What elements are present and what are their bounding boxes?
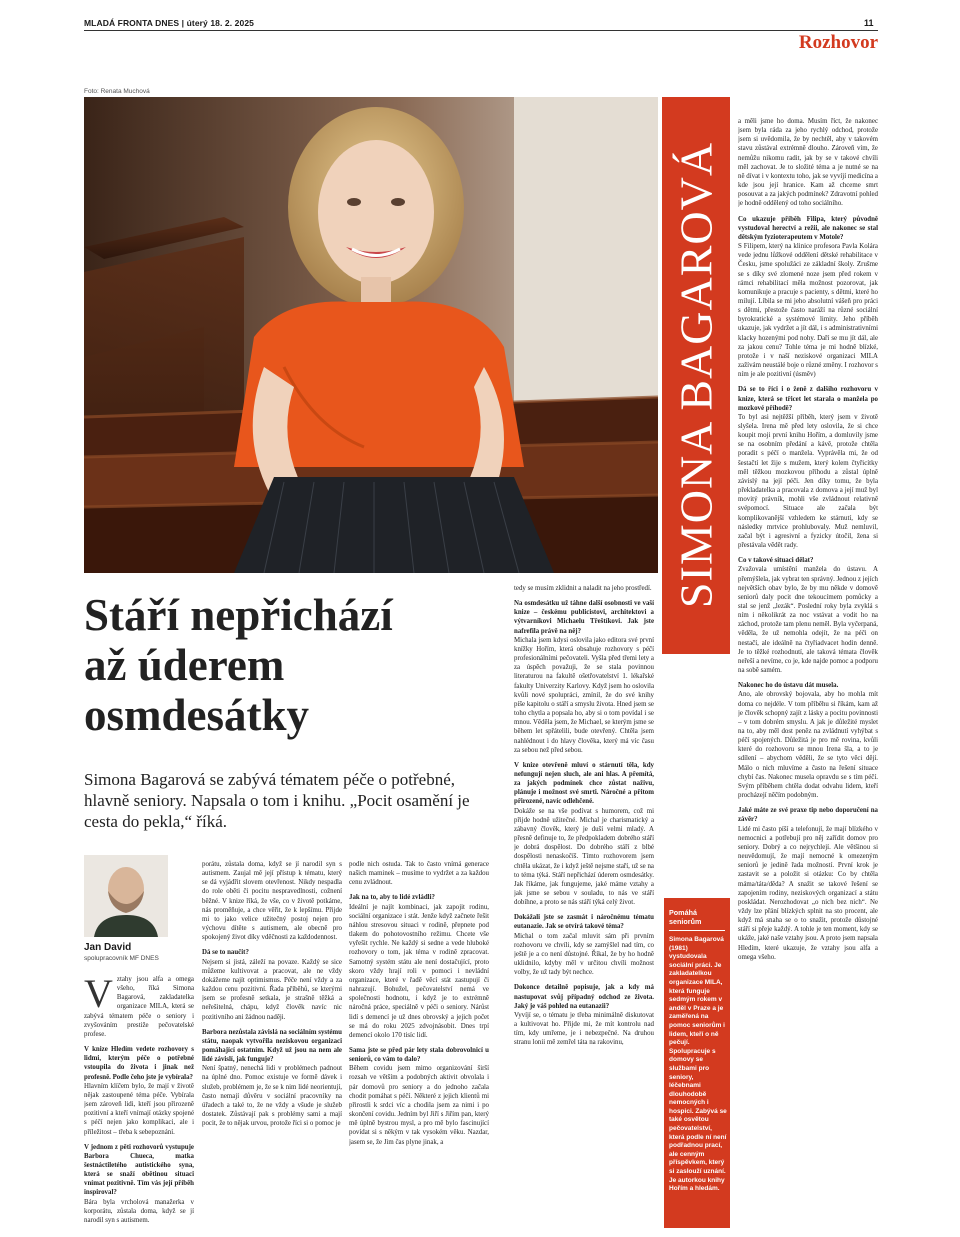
interview-answer xyxy=(738,565,878,675)
section-label: Rozhovor xyxy=(798,32,878,53)
interview-question xyxy=(84,1045,194,1082)
paragraph-text: Lidé mi často píší a telefonují, že mají blízkého v nemocnici a potřebují pro něj zařídit domov pro seniory. Dobrý a co nejrychlejí. Ale většinou si neuvědomují, že mají nemocné k omezeným seniorů je jedině řada možností. První krok je zastavit se a položit si otázku: Co by chtěla máma/táta/děda? A snažit se takové řešení se zapojením rodiny, neziskových organizací a státu poskládat. Nerozhodovat „o nich bez nich“. Ne vždy lze přání blízkých splnit na sto procent, ale když má snaha se o to snažit, protože důstojné stáří si přeje každý. A tohle je ten moment, kdy se ukáže, jaké naše vztahy jsou. A proto jsem napsala Hledím, které ukazuje, že vztahy jsou alfa a omega všeho. xyxy=(738,825,878,961)
paragraph-text: Dá se to říci i o ženě z dalšího rozhovoru v knize, která se třicet let starala o manžela po mozkové příhodě? xyxy=(738,386,878,412)
paragraph-text: Co ukazuje příběh Filipa, který původně vystudoval herectví a režii, ale nakonec se stal dětským fyzioterapeutem v Motole? xyxy=(738,215,878,241)
paragraph-text: Dokáže se na vše podívat s humorem, což mi přijde hodně užitečné. Michal je charismatický a zábavný člověk, který je duší velmi mladý. A přesně definuje to, že předpokladem dobrého stáří je dobrá dospělost. Do dobrého stáří z blbé dospělosti nenaskočíš. Tímto rozhovorem jsem chtěla ukázat, že i když ještě nejsme staří, už se na to téma týká. Stáří nepřichází úderem osmdesátky. Jak říkáme, jak fungujeme, jaké máme vztahy a jak jsme se sebou v souladu, to nás ve stáří dobíhne, a proto se nás stáří týká celý život. xyxy=(514,807,654,907)
paragraph-text: a měli jsme ho doma. Musím říct, že nakonec jsem byla ráda za jeho rychlý odchod, protože jsem si uvědomila, že by nechtěl, aby v takovém stavu zůstával extrémně dlouho. Zároveň vím, že nemůžu nikomu radit, jak by se v takové chvíli měl zachovat. Je to složité téma a je nutné se na ně dívat i v kontextu toho, jak se vyvíjí medicína a kde jsou její hranice. Kam až chceme smrt posouvat a za jakých podmínek? Zdravotní pohled je hodně oddělený od toho sociálního. xyxy=(738,118,878,208)
paragraph-text: Nakonec ho do ústavu dát musela. xyxy=(738,682,839,690)
paragraph-text: Dá se to naučit? xyxy=(202,949,249,957)
interview-question xyxy=(738,215,878,242)
paragraph-text: Barbora nezůstala závislá na sociálním systému státu, naopak vytvořila neziskovou organizaci pomáhající ostatním. Když už jsou na nem ale lidé závislí, jak funguje? xyxy=(202,1028,342,1064)
column-1 xyxy=(84,975,194,1230)
interview-question xyxy=(349,893,489,902)
paragraph-text: Jak na to, aby to lidé zvládli? xyxy=(349,894,435,902)
paragraph-text: Na osmdesátku už táhne další osobnosti ve vaší knize – českému publicistovi, architektovi a výtvarníkovi Michaelu Třeštíkovi. Jak jste nafrefila právě na něj? xyxy=(514,600,654,635)
paragraph-text: porátu, zůstala doma, když se jí narodil syn s autismem. Zaujal mě její přístup k tématu, který se dá vyjádřit slovem otevřenost. Nikdy nespadla do role oběti či pocitu nespravedlnosti, cožnení běžné. V knize říká, že vše, co v životě potkáme, nás proměňuje, a chce věřit, že k lepšímu. Přijde mi to jako velice užitečný postoj nejen pro výchovu dítěte s autismem, ale obecně pro spokojený život díky vděčnosti za každodennost. xyxy=(202,861,342,942)
paragraph-text: Jaké máte ze své praxe tip nebo doporučení na závěr? xyxy=(738,807,878,824)
paragraph-text: S Filipem, který na klinice profesora Pavla Kolára vede jednu lůžkové oddělení dětské rehabilitace v Česku, jsme spolužáci ze základní školy. Zrušme se s díky své zlomené noze jsem před rokem v rámci rehabilitací měla možnost pozorovat, jak komunikuje a pracuje s pacienty, s dětmi, které ho milují. Líbila se mi jeho absolutní vášeň pro práci s dětmi, přestože často naráží na různé sociální byrokratické a systémové limity. Jeho příběh ukazuje, jak vydržet a jít dál, i s administrativními klacky hozenými pod nohy. Daří se mu jít dál, ale za jakou cenu? Tohle téma je mi hodně blízké, protože i v naší neziskové organizaci MILA zažívám neustálé boje o různé změny. I rozhovor s ním je ale pozitivní (úsměv) xyxy=(738,243,878,379)
header-rule xyxy=(84,30,878,31)
interview-answer xyxy=(514,636,654,755)
drop-cap: V xyxy=(84,975,113,1016)
sidebar-rule xyxy=(669,930,725,931)
interview-question xyxy=(514,761,654,807)
headline xyxy=(84,590,514,740)
interview-question xyxy=(738,681,878,690)
face xyxy=(318,140,434,284)
interview-question xyxy=(738,385,878,412)
paragraph-text: tedy se musím zklidnit a naladit na jeho prostředí. xyxy=(514,585,652,592)
paragraph-text: Vyvíjí se, o tématu je třeba minimálně diskutovat a kultivovat ho. Přijde mi, že mít kontrolu nad tím, kdy umřeme, je i nebezpečné. Na druhou stranu lonii mě zemřel táta na rakovinu, xyxy=(514,1011,654,1047)
paragraph-text: V jednom z pěti rozhovorů vystupuje Barbora Chueca, matka šestnáctiletého autistického syna, která se snaží obětinou situaci vnímat pozitivně. Tím vás její příběh inspiroval? xyxy=(84,1143,194,1197)
sidebar-body: Simona Bagarová (1981) vystudovala sociální práci. Je zakladatelkou organizace MILA, která funguje sedmým rokem v anděl v Praze a je zaměřená na pomoc seniorům i lidem, kteří o ně pečují. Spolupracuje s domovy se službami pro seniory, léčebnami dlouhodobě nemocných i hospici. Zabývá se také osvětou pečovatelství, která podle ní není podřadnou prací, ale cenným příspěvkem, který si zaslouží uznání. Je autorkou knihy Hořím a hledám. xyxy=(669,936,727,1193)
paragraph-text: Není špatný, nenechá lidi v problémech padnout na úplné dno. Pomoc existuje ve formě dávek i služeb, problémem je, že se k nim lidé neorientují, často nemají důvěru v sociální pracovníky na úřadech a také to, že ne vždy a všude je služeb dostatek. Zůstávají pak s problémy sami a mají pocit, že to nějak urvou, protože říci si o pomoc je xyxy=(202,1065,342,1128)
paragraph-text: Michal o tom začal mluvit sám při prvním rozhovoru ve chvíli, kdy se zamýšlel nad tím, co ještě je a co není důstojné. Říkal, že by ho hodně uklidnilo, kdyby měl v určitou chvíli možnost volby, že už tady být nechce. xyxy=(514,932,654,977)
interview-answer xyxy=(202,1064,342,1128)
interviewee-name: SIMONA BAGAROVÁ xyxy=(670,141,722,609)
interview-answer xyxy=(202,958,342,1022)
interview-question xyxy=(738,806,878,824)
column-4 xyxy=(514,584,654,1230)
interview-answer xyxy=(84,1198,194,1225)
interview-answer xyxy=(738,825,878,962)
interview-answer xyxy=(514,932,654,978)
portrait-illustration xyxy=(84,97,658,573)
column-2 xyxy=(202,860,342,1230)
interview-answer xyxy=(84,975,194,1039)
paragraph-text: Dokážali jste se zasmát i náročnému tématu eutanazie. Jak se otvírá takové téma? xyxy=(514,914,654,931)
paragraph-text: podle nich ostuda. Tak to často vnímá generace našich maminek – musíme to vydržet a za každou cenu zvládnout. xyxy=(349,861,489,887)
paragraph-text: Bára byla vrcholová manažerka v korporátu, zůstala doma, když se jí narodil syn s autismem. xyxy=(84,1198,194,1224)
main-photo xyxy=(84,97,658,573)
name-band xyxy=(662,97,730,654)
paragraph-text: Hlavním klíčem bylo, že mají v životě nějak zastoupené téma péče. Vybírala jsem zároveň lidi, kteří jsou přirozeně pozitivní a kteří vnímají otázky spojené s péčí nejen jako komplikaci, ale i příležitost – třeba k sebepoznání. xyxy=(84,1082,194,1136)
lead-paragraph: Simona Bagarová se zabývá tématem péče o potřebné, hlavně seniory. Napsala o tom i knihu. „Pocit osamění je cesta do pekla,“ říká. xyxy=(84,770,470,831)
interview-answer xyxy=(738,690,878,800)
interview-question xyxy=(514,983,654,1010)
interview-answer xyxy=(738,242,878,379)
paragraph-text: V knize otevřeně mluví o stárnutí těla, kdy nefungují nejen sluch, ale ani hlas. A přemítá, za jakých podmínek chce zůstat naživu, plánuje i možnost své smrti. Náročné a přitom přirozené, navíc odlehčené. xyxy=(514,761,654,806)
interview-answer xyxy=(84,1082,194,1137)
author-role: spolupracovník MF DNES xyxy=(84,955,159,962)
author-photo xyxy=(84,855,168,937)
paragraph-text: V knize Hledím vedete rozhovory s lidmi, kterým péče o potřebné vstoupila do života i jinak než profesně. Podle čeho jste je vybírala? xyxy=(84,1046,194,1081)
paragraph-text: Ideální je najít kombinaci, jak zapojit rodinu, sociální organizace i stát. Jenže když začnete řešit náhlou stresovou situaci v rodině, přepnete pod tlakem do pohotovostního režimu. Chcete vše vyřešit rychle. Ne každý si sedne a vede hluboké rozhovory o tom, jak téma v rodině zpracovat. Samotný systém státu ale není dostačující, proto skoro vždy hrají roli v pomoci i nevládní organizace, které v řadě věcí stát zastupují či nahrazují. Bohužel, pečovatelství nemá ve společnosti hodnotu, i když je to extrémně náročná práce, speciálně v péči o seniory. Nárůst lidí s demencí je už dnes obrovský a jejich počet se má do roku 2025 zdvojnásobit. Dnes trpí demencí okolo 170 tisíc lidí. xyxy=(349,903,489,1039)
interview-answer xyxy=(349,903,489,1040)
paragraph-text: Během covidu jsem mimo organizování širší rozsah ve větším a podobných aktivit obvolala i pár domovů pro seniory a do jednoho začala chodit pomáhat s péčí. Některé z jejich klientů mi přirostli k srdci víc a chodila jsem za nimi i po skončení covidu. Jedním byl Jiří s Jiřím pan, který mě úplně bystrou mysl, a pro mě bylo fascinující povídat si s někým v tak vysokém věku. Nazdar, jasem se, že Jim čas plyne jinak, a xyxy=(349,1065,489,1146)
interview-question xyxy=(738,556,878,565)
headline-line-3: osmdesátky xyxy=(84,690,310,740)
interview-question xyxy=(349,1046,489,1064)
interview-question xyxy=(202,1028,342,1065)
interview-answer xyxy=(514,807,654,908)
paragraph-text: Nejsem si jistá, záleží na povaze. Každý se sice můžeme kultivovat a pracovat, ale ne vždy dokážeme najít optimismus. Péče není vždy a za každou cenu pozitivní. Řada příběhů, se kterými jsem se profesně setkala, je strašně těžká a neřešitelná, chápu, když člověk navíc nic pozitivního ani žádnou naději. xyxy=(202,958,342,1021)
author-name: Jan David xyxy=(84,942,132,953)
interview-answer xyxy=(738,413,878,550)
paragraph-text: Zvažovala umístění manžela do ústavu. A přemýšlela, jak vybrat ten správný. Jednou z jejích největších obav bylo, že by mu někde v domově seniorů daly pocit dne tekoucímem pomůcky a stal se jenž „lezák“. Poslední roky byla zvyklá s ním i několikrát za noc vstávat a vodit ho na záchod, protože tam plenu neměl. Byla vyčerpaná, věděla, že už nemohla odejít, že na péči on nestačí, ale ideálně na čtyřiadvacet hodin denně. Je to těžké rozhodnutí, ale taková témata člověk neřeší a nevíme, co je, kde najde pomoc a podporu na sobě samém. xyxy=(738,566,878,675)
page-number: 11 xyxy=(864,18,874,28)
author-portrait xyxy=(84,855,168,937)
interview-answer xyxy=(202,860,342,942)
sidebar-title: Pomáhá seniorům xyxy=(669,908,702,926)
paragraph-text: To byl asi nejtěžší příběh, který jsem v životě slyšela. Irena mě před lety oslovila, že si chce koupit moji první knihu Hořím, a domluvily jsme se na osobním předání a kávě, protože chtěla poradit s péčí o manžela. Vyprávěla mi, že od šestačtí let žije s mužem, který kolem čtyřicítky měl těžkou mozkovou příhodu a zůstal úplně závislý na její péči. Jen díky tomu, že byla překladatelka a pracovala z domova a její muž byl movitý právník, mohli vše zvládnout relativně svépomocí. Situace ale začala být komplikovanější vzhledem ke stárnutí, kdy se následky mrtvice prohlubovaly. Muž nemluvil, začal být i agresivní a fyzicky útočil, žena si přestávala vědět rady. xyxy=(738,413,878,550)
interview-answer xyxy=(514,1011,654,1048)
interview-question xyxy=(84,1143,194,1198)
paragraph-text: Dokonce detailně popisuje, jak a kdy má nastupovat svůj případný odchod ze života. Jaký je váš pohled na eutanazii? xyxy=(514,984,654,1010)
interview-question xyxy=(514,913,654,931)
sidebar-box xyxy=(664,898,730,1228)
column-3 xyxy=(349,860,489,1230)
interview-answer xyxy=(738,117,878,209)
paragraph-text: Michala jsem kdysi oslovila jako editora své první knížky Hořím, která obsahuje rozhovory s péčí profesionálními pečovateli. Vyšla před třemi lety a za úspěch považuji, že se stala povinnou literaturou na fakultě ošetřovatelství 1. lékařské fakulty Univerzity Karlovy. Když jsem ho oslovila kvůli nové spolupráci, zmínil, že do své knihy píše kapitolu o stáří a smyslu života. Hned jsem se toho chytla a popsala ho, aby si o tom povídal i se mnou. Věděla jsem, že Michael, se kterým jsme se během let spřátelili, bude otevřený. Chtěla jsem nahlédnout i do hlavy člověka, který má víc času za sebou než před sebou. xyxy=(514,636,654,754)
interview-answer xyxy=(349,1064,489,1146)
publication-line: MLADÁ FRONTA DNES | úterý 18. 2. 2025 xyxy=(84,18,254,28)
paragraph-text: ztahy jsou alfa a omega všeho, říká Simona Bagarová, zakladatelka organizace MILA, která se zabývá tématem péče o seniory i zvyšováním prestiže pečovatelské profese. xyxy=(84,976,194,1038)
interview-answer xyxy=(349,860,489,887)
interview-answer xyxy=(514,584,654,593)
paragraph-text: Ano, ale obrovský bojovala, aby ho mohla mít doma co nejdéle. V tom příběhu si říkám, kam až je člověk schopný zajít z lásky a pocitu povinnosti – v tom dobrém smyslu. A jak je důležité myslet na to, aby měl dost peněz na zvládnutí vyhýbat s péčí spojených. Důležitá je pro mě rovina, kvůli které do rozhovoru se mnou Irena šla, a to je sdílení – abychom věděli, že se tyto věci dějí. Málo o nich mluvíme a často na řešení situace chybí čas. Nakonec musela opravdu se s tím péčí. Svým příběhem chtěla dodat odvahu lidem, kteří procházejí něčím podobným. xyxy=(738,691,878,800)
headline-line-2: až úderem xyxy=(84,640,285,690)
column-5 xyxy=(738,117,878,1230)
paragraph-text: Co v takové situaci dělat? xyxy=(738,557,814,565)
headline-line-1: Stáří nepřichází xyxy=(84,590,393,640)
interview-question xyxy=(514,599,654,636)
photo-credit: Foto: Renata Muchová xyxy=(84,88,150,95)
paragraph-text: Sama jste se před pár lety stala dobrovolnicí u seniorů, co vám to dalo? xyxy=(349,1046,489,1064)
interview-question xyxy=(202,948,342,957)
